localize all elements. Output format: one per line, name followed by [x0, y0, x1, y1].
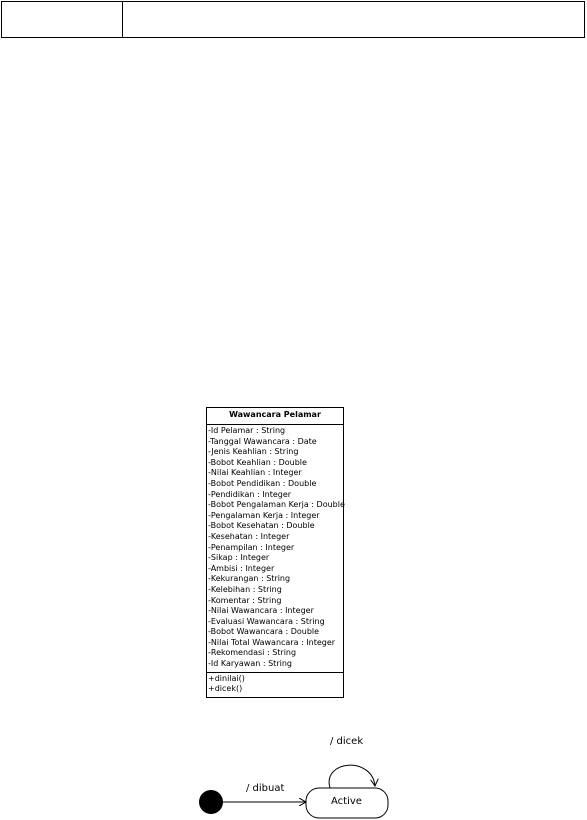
attribute-row: -Ambisi : Integer: [208, 563, 275, 573]
attribute-row: -Bobot Keahlian : Double: [208, 457, 307, 467]
attribute-row: -Komentar : String: [208, 595, 282, 605]
initial-state-node: [199, 790, 223, 814]
attribute-row: -Bobot Pengalaman Kerja : Double: [208, 500, 345, 510]
attribute-row: -Jenis Keahlian : String: [208, 447, 299, 457]
operation-row: +dicek(): [208, 684, 243, 694]
attribute-row: -Bobot Wawancara : Double: [208, 627, 320, 637]
active-state-label: Active: [331, 796, 362, 807]
attribute-row: -Evaluasi Wawancara : String: [208, 616, 325, 626]
attribute-row: -Kesehatan : Integer: [208, 531, 290, 541]
attribute-row: -Id Karyawan : String: [208, 659, 292, 669]
attribute-row: -Nilai Keahlian : Integer: [208, 468, 302, 478]
class-name: Wawancara Pelamar: [207, 408, 343, 425]
attribute-row: -Nilai Wawancara : Integer: [208, 606, 314, 616]
attribute-row: -Rekomendasi : String: [208, 648, 297, 658]
create-transition-label: / dibuat: [246, 783, 285, 794]
attribute-row: -Kekurangan : String: [208, 574, 291, 584]
attribute-row: -Pengalaman Kerja : Integer: [208, 510, 320, 520]
attribute-row: -Tanggal Wawancara : Date: [208, 436, 317, 446]
attribute-row: -Bobot Pendidikan : Double: [208, 478, 317, 488]
attribute-row: -Bobot Kesehatan : Double: [208, 521, 315, 531]
self-transition-label: / dicek: [330, 736, 364, 747]
attribute-row: -Penampilan : Integer: [208, 542, 295, 552]
operation-row: +dinilai(): [208, 673, 245, 683]
attribute-row: -Sikap : Integer: [208, 553, 270, 563]
attribute-row: -Nilai Total Wawancara : Integer: [208, 637, 336, 647]
self-transition-loop: [329, 765, 375, 788]
attribute-row: -Kelebihan : String: [208, 584, 282, 594]
attribute-row: -Pendidikan : Integer: [208, 489, 292, 499]
attribute-row: -Id Pelamar : String: [208, 426, 286, 435]
